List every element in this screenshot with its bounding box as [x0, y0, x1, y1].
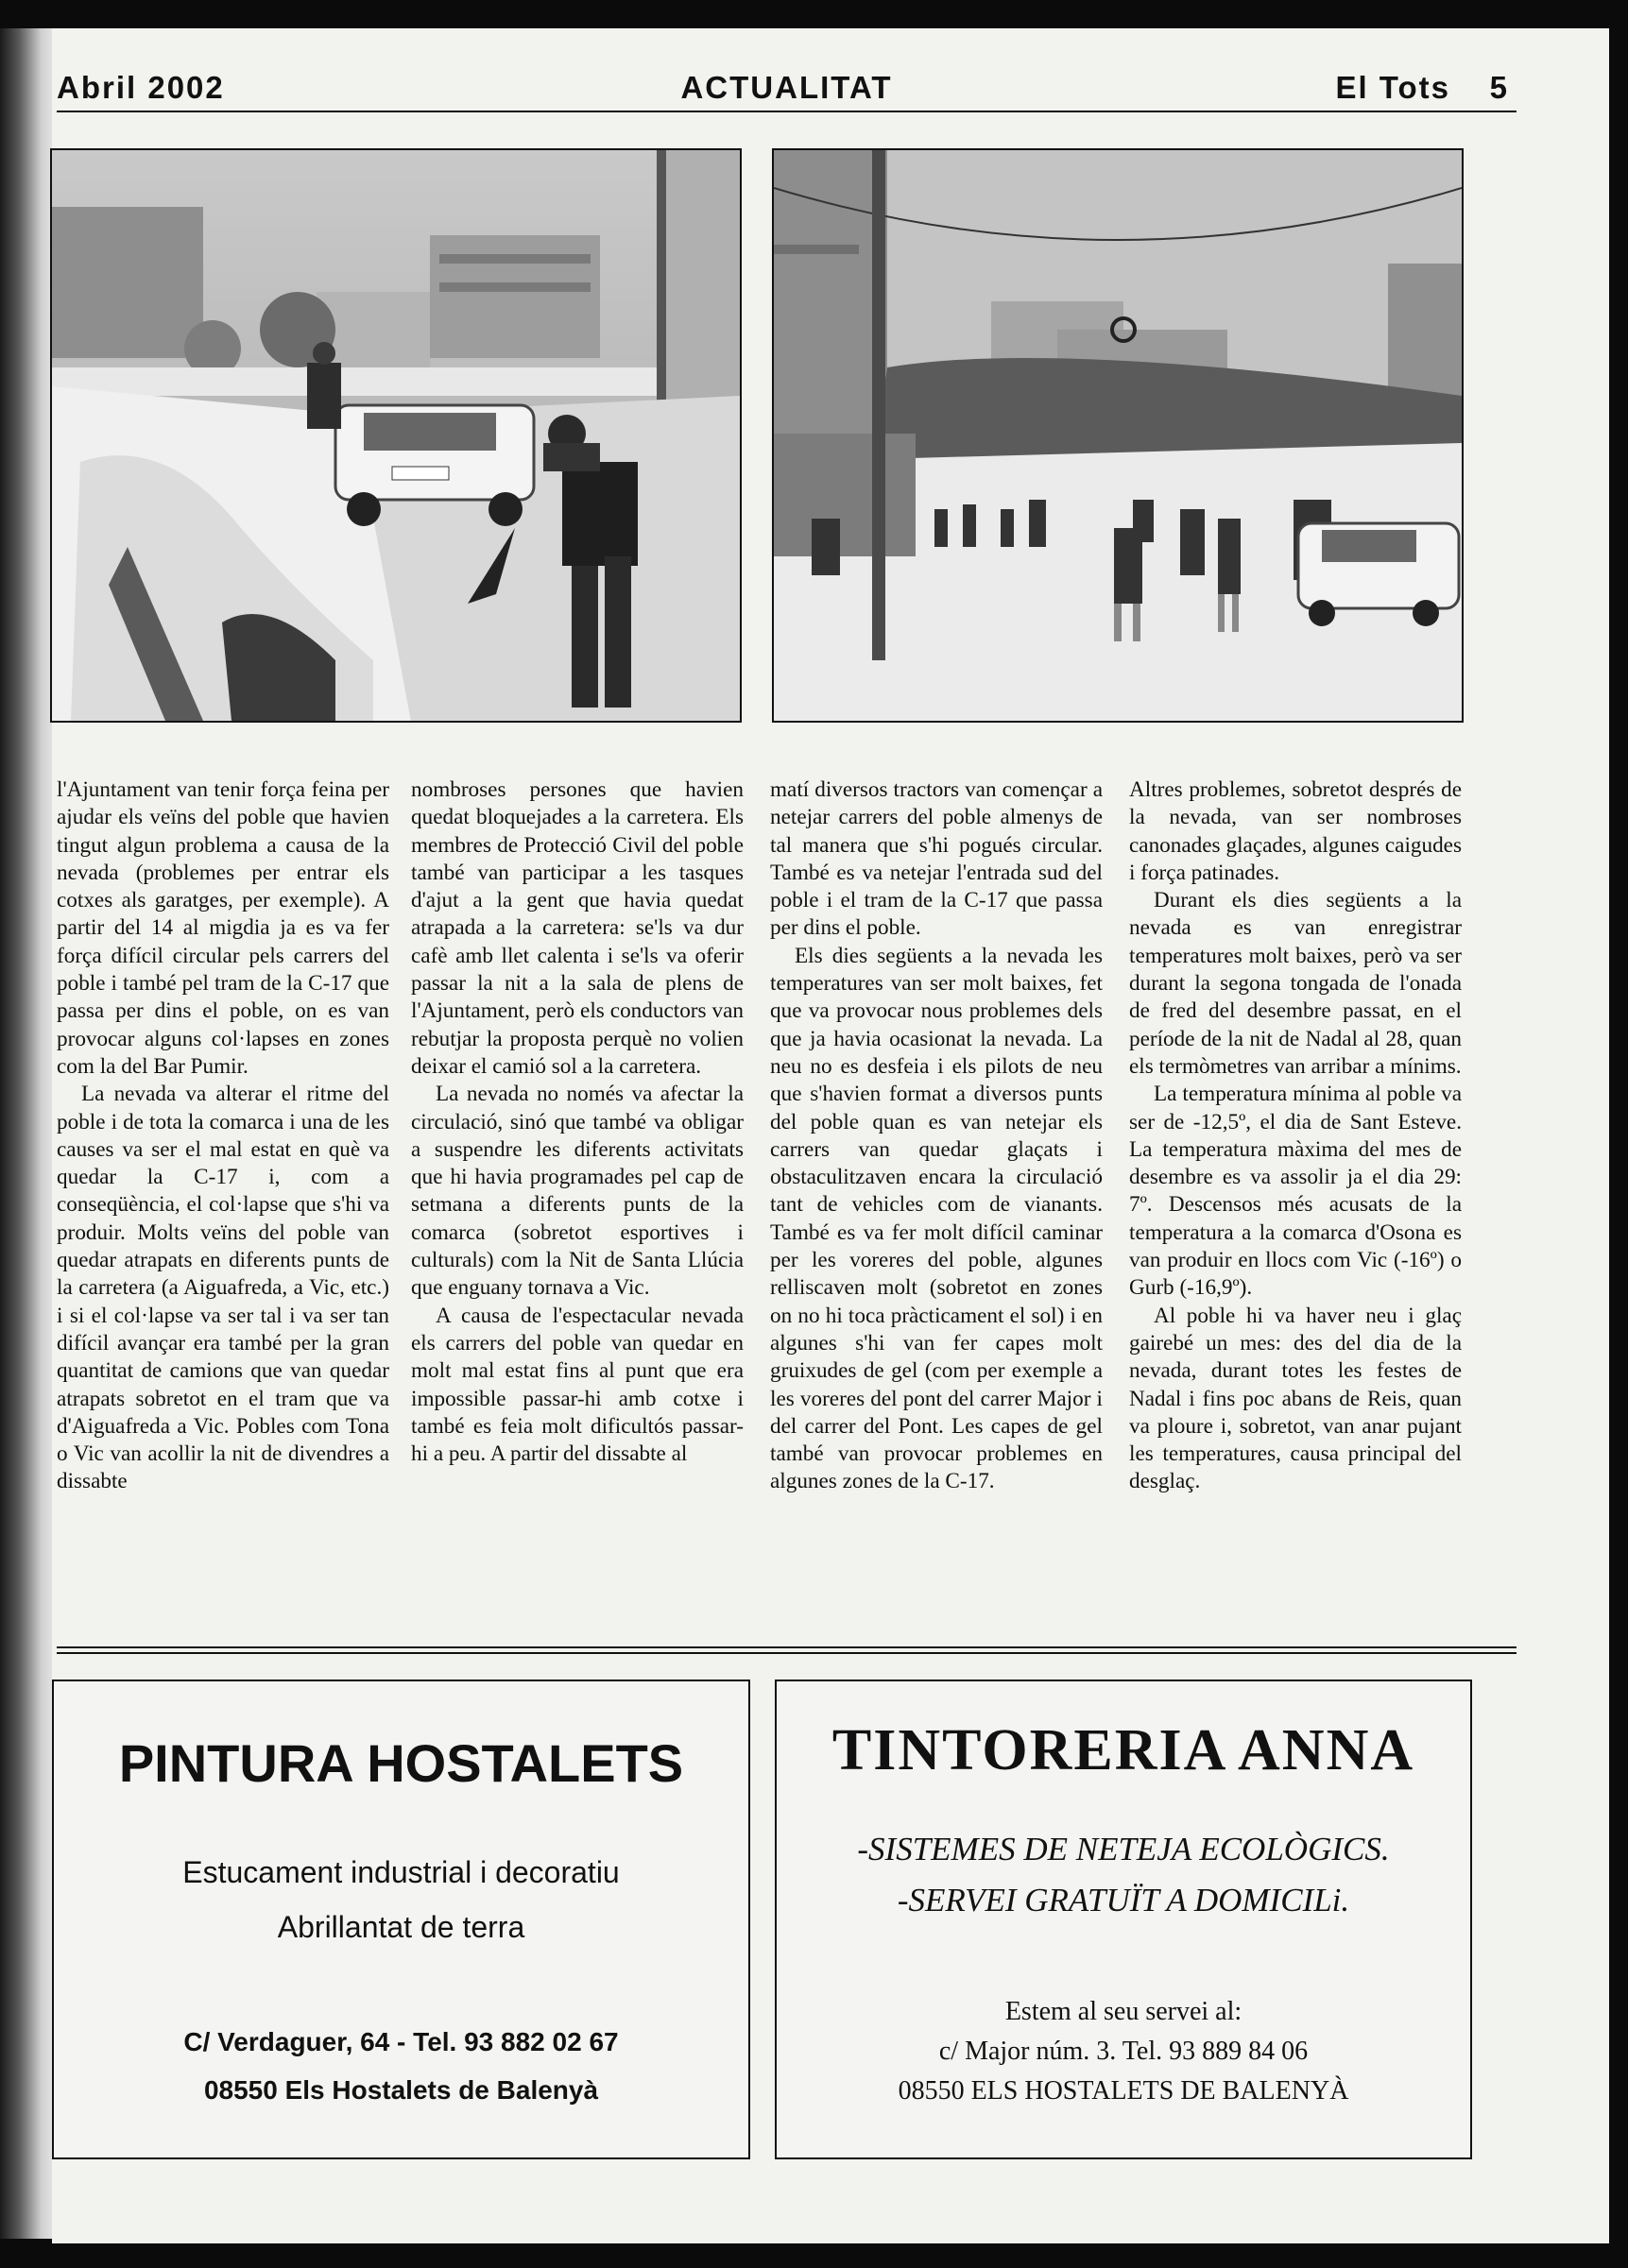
article-paragraph: matí diversos tractors van començar a netejar carrers del poble almenys de tal manera que s'hi pogués circular. També es va netejar l'entrada sud del poble i el tram de la C-17 que passa per dins el poble. [770, 777, 1103, 941]
header-rule [57, 111, 1517, 112]
section-title: ACTUALITAT [680, 70, 893, 105]
article-paragraph: La temperatura mínima al poble va ser de -12,5º, el dia de Sant Esteve. La temperatura màxima del mes de desembre es va assolir ja el dia 29: 7º. Descensos més acusats de la temperatura a la comarca d'Osona es van produir en llocs com Vic (-16º) o Gurb (-16,9º). [1129, 1082, 1462, 1301]
ad-city: 08550 Els Hostalets de Balenyà [203, 2075, 599, 2105]
photo-snowy-street [772, 148, 1464, 723]
ad-tintoreria-anna [775, 1680, 1472, 2159]
ad-service-line: Abrillantat de terra [277, 1910, 525, 1944]
article-end-rule [57, 1646, 1517, 1654]
ad-address: c/ Major núm. 3. Tel. 93 889 84 06 [938, 2037, 1309, 2066]
article-paragraph: nombroses persones que havien quedat bloquejades a la carretera. Els membres de Protecció Civil del poble també van participar a les tasques d'ajut a la gent que havia quedat atrapada a la carretera: se'ls va dur cafè amb llet calenta i se'ls va oferir passar la nit a la sala de plens de l'Ajuntament, però els conductors van rebutjar la proposta perquè no volien deixar el camió sol a la carretera. [411, 777, 744, 1079]
article-column-3 [770, 776, 1103, 1496]
article-paragraph: Els dies següents a la nevada les temperatures van ser molt baixes, fet que va provocar nous problemes dels que ja havia ocasionat la nevada. La neu no es desfeia i els pilots de neu que s'havien format a diversos punts del poble quan es van netejar els carrers van quedar glaçats i obstaculitzaven encara la circulació tant de vehicles com de vianants. També es va fer molt difícil caminar per les voreres del poble, algunes relliscaven molt (sobretot en zones on no hi toca pràcticament el sol) i en algunes s'hi van fer capes molt gruixudes de gel (com per exemple a les voreres del pont del carrer Major i del carrer del Pont. Les capes de gel també van provocar problemes en algunes zones de la C-17. [770, 943, 1103, 1494]
ad-tagline: -SISTEMES DE NETEJA ECOLÒGICS. [857, 1831, 1390, 1867]
ad-title: TINTORERIA ANNA [831, 1718, 1415, 1782]
page-header [57, 70, 1517, 104]
article-column-1 [57, 776, 389, 1496]
article-paragraph: A causa de l'espectacular nevada els carrers del poble van quedar en molt mal estat fins al punt que era impossible passar-hi amb cotxe i també es feia molt dificultós passar-hi a peu. A partir del dissabte al [411, 1303, 744, 1467]
ad-tagline: -SERVEI GRATUÏT A DOMICILi. [897, 1882, 1350, 1918]
ad-address-intro: Estem al seu servei al: [1004, 1997, 1242, 2026]
ad-title: PINTURA HOSTALETS [118, 1733, 684, 1793]
article-paragraph: Al poble hi va haver neu i glaç gairebé un mes: des del dia de la nevada, durant totes les festes de Nadal i fins poc abans de Reis, quan va ploure i, sobretot, van anar pujant les temperatures, causa principal del desglaç. [1129, 1303, 1462, 1494]
article-paragraph: La nevada no només va afectar la circulació, sinó que també va obligar a suspendre les diferents activitats que hi havia programades pel cap de setmana a diferents punts de la comarca (sobretot esportives i culturals) com la Nit de Santa Llúcia que enguany tornava a Vic. [411, 1082, 744, 1301]
scan-binding-shadow [0, 28, 55, 2239]
article-paragraph: Durant els dies següents a la nevada es van enregistrar temperatures molt baixes, però va ser durant la segona tongada de l'onada de fred del desembre passat, en el període de la nit de Nadal al 28, quan els termòmetres van arribar a mínims. [1129, 888, 1462, 1079]
article-paragraph: La nevada va alterar el ritme del poble i de tota la comarca i una de les causes va ser el mal estat en què va quedar la C-17 i, com a conseqüència, el col·lapse que s'hi va produir. Molts veïns del poble van quedar atrapats en diferents punts de la carretera (a Aiguafreda, a Vic, etc.) i si el col·lapse va ser tal i va ser tan difícil avançar era també per la gran quantitat de camions que van quedar atrapats sobretot en el tram que va d'Aiguafreda a Vic. Pobles com Tona o Vic van acollir la nit de divendres a dissabte [57, 1082, 389, 1494]
article-paragraph: l'Ajuntament van tenir força feina per ajudar els veïns del poble que havien tingut algun problema a causa de la nevada (problemes per entrar els cotxes als garatges, per exemple). A partir del 14 al migdia ja es va fer força difícil circular pels carrers del poble i també pel tram de la C-17 que passa per dins el poble, on es van provocar alguns col·lapses en zones com la del Bar Pumir. [57, 777, 389, 1079]
publication-name: El Tots [1335, 70, 1450, 105]
issue-date: Abril 2002 [57, 70, 225, 105]
ad-city: 08550 ELS HOSTALETS DE BALENYÀ [898, 2076, 1349, 2106]
ad-pintura-hostalets [52, 1680, 750, 2159]
ad-service-line: Estucament industrial i decoratiu [182, 1855, 620, 1889]
ad-address: C/ Verdaguer, 64 - Tel. 93 882 02 67 [183, 2027, 619, 2056]
scan-edge [1609, 28, 1628, 2243]
article-column-4 [1129, 776, 1462, 1496]
article-column-2 [411, 776, 744, 1468]
article-paragraph: Altres problemes, sobretot després de la nevada, van ser nombroses canonades glaçades, algunes caigudes i força patinades. [1129, 777, 1462, 885]
photo-snow-shoveling [50, 148, 742, 723]
page-number: 5 [1489, 70, 1509, 105]
